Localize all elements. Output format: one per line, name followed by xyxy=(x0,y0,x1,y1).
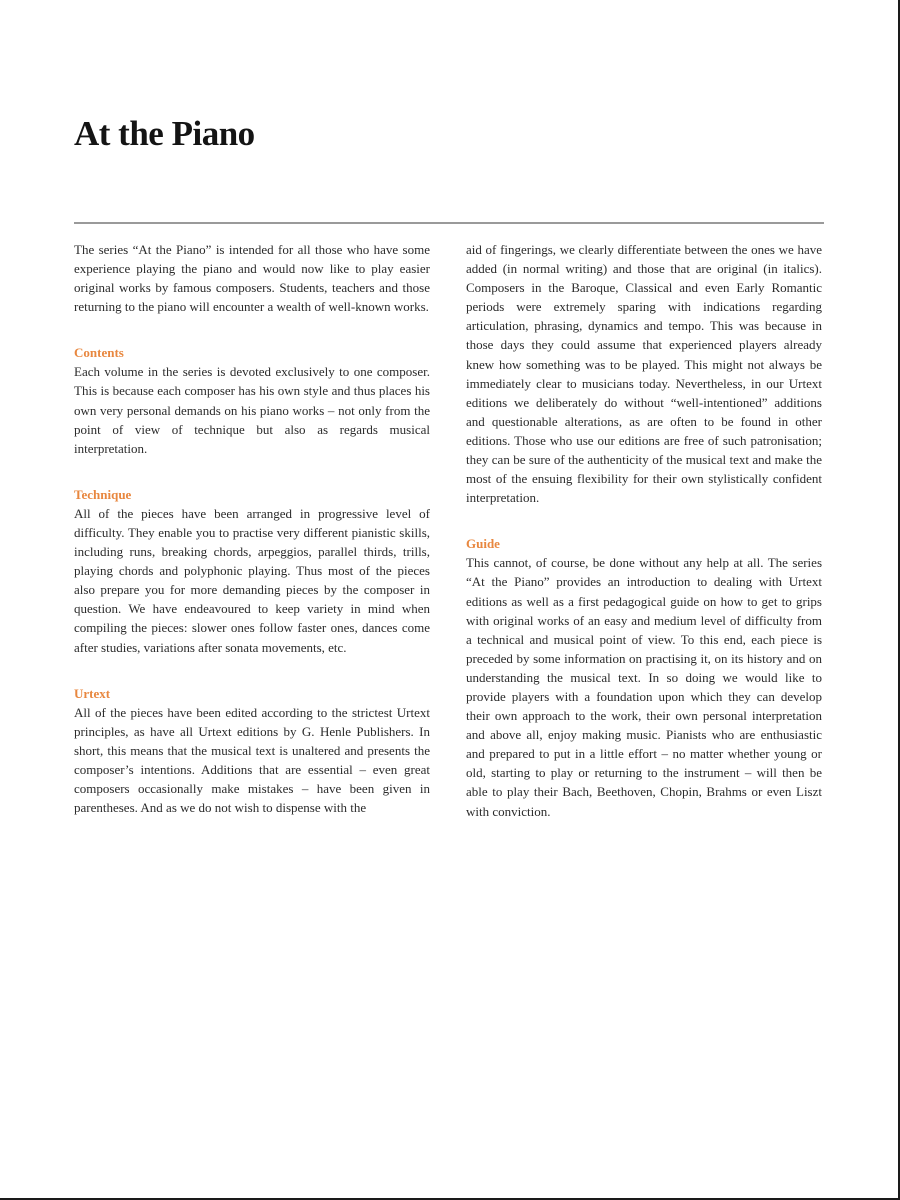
guide-paragraph: This cannot, of course, be done without any help at all. The series “At the Piano” provides an introduction to dealing with Urtext editions as well as a first pedagogical guide on how to get to grips with original works of an easy and medium level of difficulty from a technical and musical point of view. To this end, each piece is preceded by some information on practising it, on its history and on understanding the musical text. In so doing we would like to provide players with a foundation upon which they can develop their own approach to the work, their own personal interpretation and above all, enjoy making music. Pianists who are enthusiastic and prepared to put in a little effort – no matter whether young or old, starting to play or returning to the instrument – will then be able to play their Bach, Beethoven, Chopin, Brahms or even Liszt with conviction. xyxy=(466,555,822,819)
urtext-paragraph: All of the pieces have been edited according to the strictest Urtext principles, as have all Urtext editions by G. Henle Publishers. In short, this means that the musical text is unaltered and presents the composer’s intentions. Additions that are essential – even great composers occasionally make mistakes – have been given in parentheses. And as we do not wish to dispense with the xyxy=(74,704,430,816)
right-column xyxy=(466,240,822,821)
guide-heading: Guide xyxy=(466,536,500,552)
urtext-paragraph-continued: aid of fingerings, we clearly differentiate between the ones we have added (in normal writing) and those that are original (in italics). Composers in the Baroque, Classical and even Early Romantic periods were extremely sparing with indications regarding articulation, phrasing, dynamics and tempo. This was because in those days they could assume that experienced players already knew how something was to be played. This might not always be immediately clear to musicians today. Nevertheless, in our Urtext editions we deliberately do without “well-intentioned” additions and questionable alterations, as are often to be found in other editions. Those who use our editions are free of such patronisation; they can be sure of the authenticity of the musical text and make the most of the ensuing flexibility for their own stylistically confident interpretation. xyxy=(466,242,822,506)
intro-paragraph: The series “At the Piano” is intended for all those who have some experience playing the piano and would now like to play easier original works by famous composers. Students, teachers and those returning to the piano will encounter a wealth of well-known works. xyxy=(74,242,430,315)
contents-paragraph: Each volume in the series is devoted exclusively to one composer. This is because each composer has his own style and thus places his own very personal demands on his piano works – not only from the point of view of technique but also as regards musical interpretation. xyxy=(74,364,430,456)
left-column xyxy=(74,240,430,817)
title-rule xyxy=(74,222,824,224)
technique-heading: Technique xyxy=(74,486,132,502)
contents-heading: Contents xyxy=(74,345,124,361)
technique-paragraph: All of the pieces have been arranged in progressive level of difficulty. They enable you to practise very different pianistic skills, including runs, breaking chords, arpeggios, parallel thirds, trills, playing chords and polyphonic playing. Thus most of the pieces also prepare you for more demanding pieces by the composer in question. We have endeavoured to keep variety in mind when compiling the pieces: slower ones follow faster ones, dances come after studies, variations after sonata movements, etc. xyxy=(74,505,430,655)
urtext-heading: Urtext xyxy=(74,685,111,701)
page-title: At the Piano xyxy=(74,114,255,153)
